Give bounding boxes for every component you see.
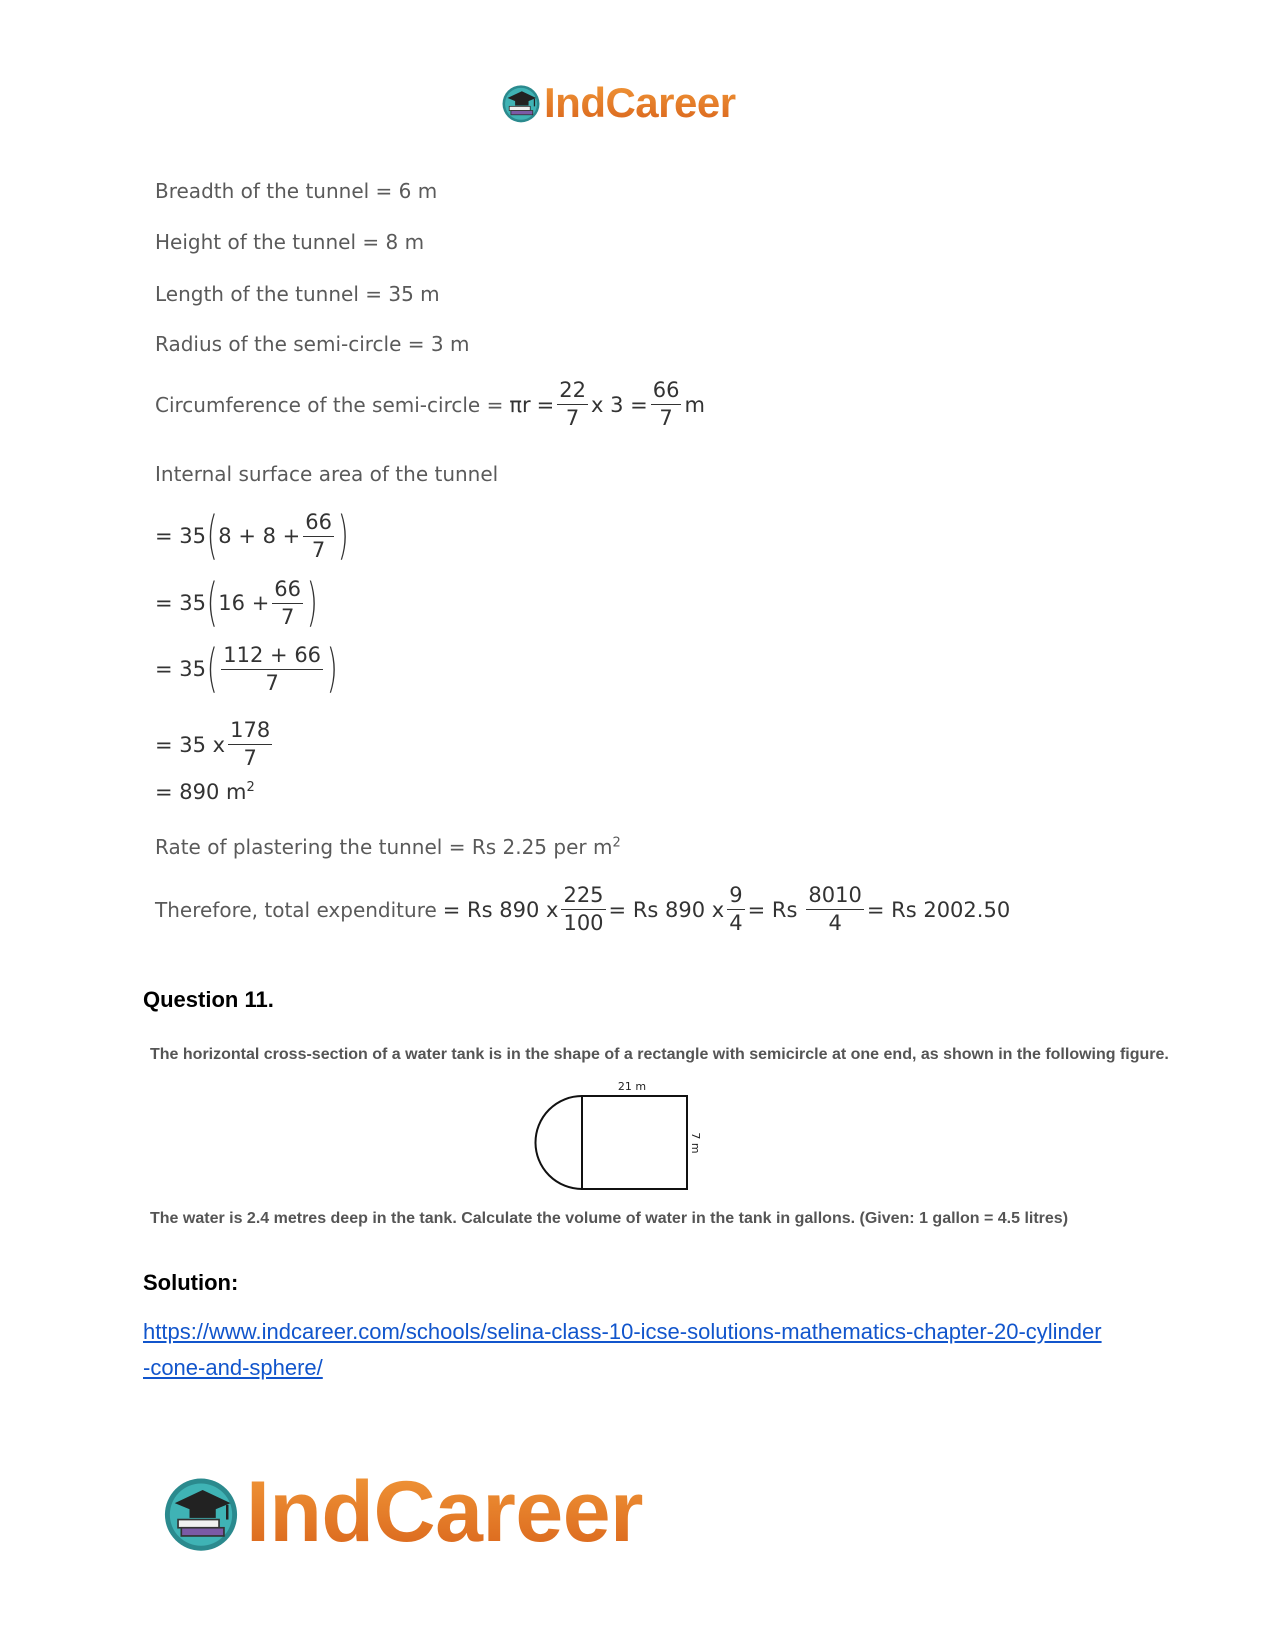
question-heading: Question 11. — [143, 987, 274, 1012]
given-height: Height of the tunnel = 8 m — [155, 230, 425, 254]
question-text: The horizontal cross-section of a water tank is in the shape of a rectangle with semicircle at one end, as shown in the following figure. — [150, 1046, 1169, 1063]
step-prefix: = 35 — [155, 524, 206, 548]
tank-figure — [520, 1075, 720, 1200]
left-paren: ( — [206, 639, 218, 699]
step-5 — [155, 780, 255, 804]
superscript: 2 — [246, 780, 255, 795]
denominator: 4 — [828, 911, 842, 935]
fraction — [272, 576, 303, 629]
figure-side-label: 7 m — [689, 1132, 702, 1154]
solution-heading: Solution: — [143, 1270, 239, 1295]
step-terms: 16 + — [218, 591, 270, 615]
fraction-66-7 — [651, 380, 682, 429]
fraction — [561, 885, 605, 934]
fraction — [221, 642, 323, 695]
graduation-cap-icon — [500, 82, 542, 124]
given-radius: Radius of the semi-circle = 3 m — [155, 332, 470, 356]
term: = Rs 890 x — [442, 897, 559, 922]
numerator: 66 — [303, 512, 334, 537]
rate-line — [155, 835, 621, 859]
right-paren: ) — [306, 573, 318, 633]
step-1 — [155, 506, 349, 566]
tank-semicircle — [536, 1096, 583, 1189]
denominator: 7 — [565, 406, 580, 430]
numerator: 225 — [561, 885, 605, 910]
left-paren: ( — [206, 573, 218, 633]
unit: m — [684, 392, 705, 417]
term: = Rs — [747, 897, 798, 922]
left-paren: ( — [206, 506, 218, 566]
given-length: Length of the tunnel = 35 m — [155, 282, 440, 306]
right-paren: ) — [337, 506, 349, 566]
step-prefix: = 35 — [155, 591, 206, 615]
numerator: 22 — [557, 380, 588, 405]
footer-logo[interactable] — [160, 1465, 643, 1560]
pi-r: πr — [509, 392, 531, 417]
step-4 — [155, 720, 275, 769]
equals-sign: = — [536, 392, 555, 417]
step-prefix: = 35 — [155, 657, 206, 681]
superscript: 2 — [612, 835, 621, 851]
fraction — [228, 720, 272, 769]
final-result: = Rs 2002.50 — [866, 897, 1011, 922]
fraction-22-7 — [557, 380, 588, 429]
figure-top-label: 21 m — [617, 1080, 647, 1093]
numerator: 8010 — [806, 885, 863, 910]
fraction — [727, 885, 744, 934]
result: = 890 m — [155, 780, 247, 804]
total-label: Therefore, total expenditure — [155, 897, 437, 922]
header-logo[interactable] — [500, 78, 736, 128]
fraction — [303, 509, 334, 562]
solution-link[interactable]: https://www.indcareer.com/schools/selina-class-10-icse-solutions-mathematics-chapter-20-cylinder-cone-and-sphere/ — [143, 1319, 1102, 1380]
total-equation — [155, 885, 1010, 934]
rate-text: Rate of plastering the tunnel = Rs 2.25 per m — [155, 835, 613, 859]
step-2 — [155, 573, 318, 633]
tank-rectangle — [582, 1096, 687, 1189]
numerator: 66 — [651, 380, 682, 405]
numerator: 66 — [272, 579, 303, 604]
brand-name: IndCareer — [246, 1464, 643, 1560]
numerator: 112 + 66 — [221, 645, 323, 670]
term: = Rs 890 x — [608, 897, 725, 922]
fraction — [806, 885, 863, 934]
given-breadth: Breadth of the tunnel = 6 m — [155, 179, 438, 203]
step-terms: 8 + 8 + — [218, 524, 301, 548]
denominator: 7 — [265, 670, 279, 695]
numerator: 9 — [727, 885, 744, 910]
question-text-2: The water is 2.4 metres deep in the tank. Calculate the volume of water in the tank in gallons. (Given: 1 gallon = 4.5 litres) — [150, 1210, 1069, 1227]
denominator: 100 — [563, 911, 604, 935]
step-prefix: = 35 x — [155, 732, 226, 757]
denominator: 4 — [729, 911, 743, 935]
graduation-cap-icon — [160, 1472, 242, 1554]
right-paren: ) — [326, 639, 338, 699]
circumference-label: Circumference of the semi-circle = — [155, 392, 504, 417]
brand-name: IndCareer — [544, 79, 736, 126]
denominator: 7 — [311, 537, 326, 562]
surface-area-label: Internal surface area of the tunnel — [155, 462, 499, 486]
step-3 — [155, 639, 338, 699]
numerator: 178 — [228, 720, 272, 745]
denominator: 7 — [243, 746, 257, 770]
denominator: 7 — [280, 604, 295, 629]
denominator: 7 — [659, 406, 673, 430]
times-three: x 3 = — [590, 392, 648, 417]
circumference-equation — [155, 380, 705, 429]
